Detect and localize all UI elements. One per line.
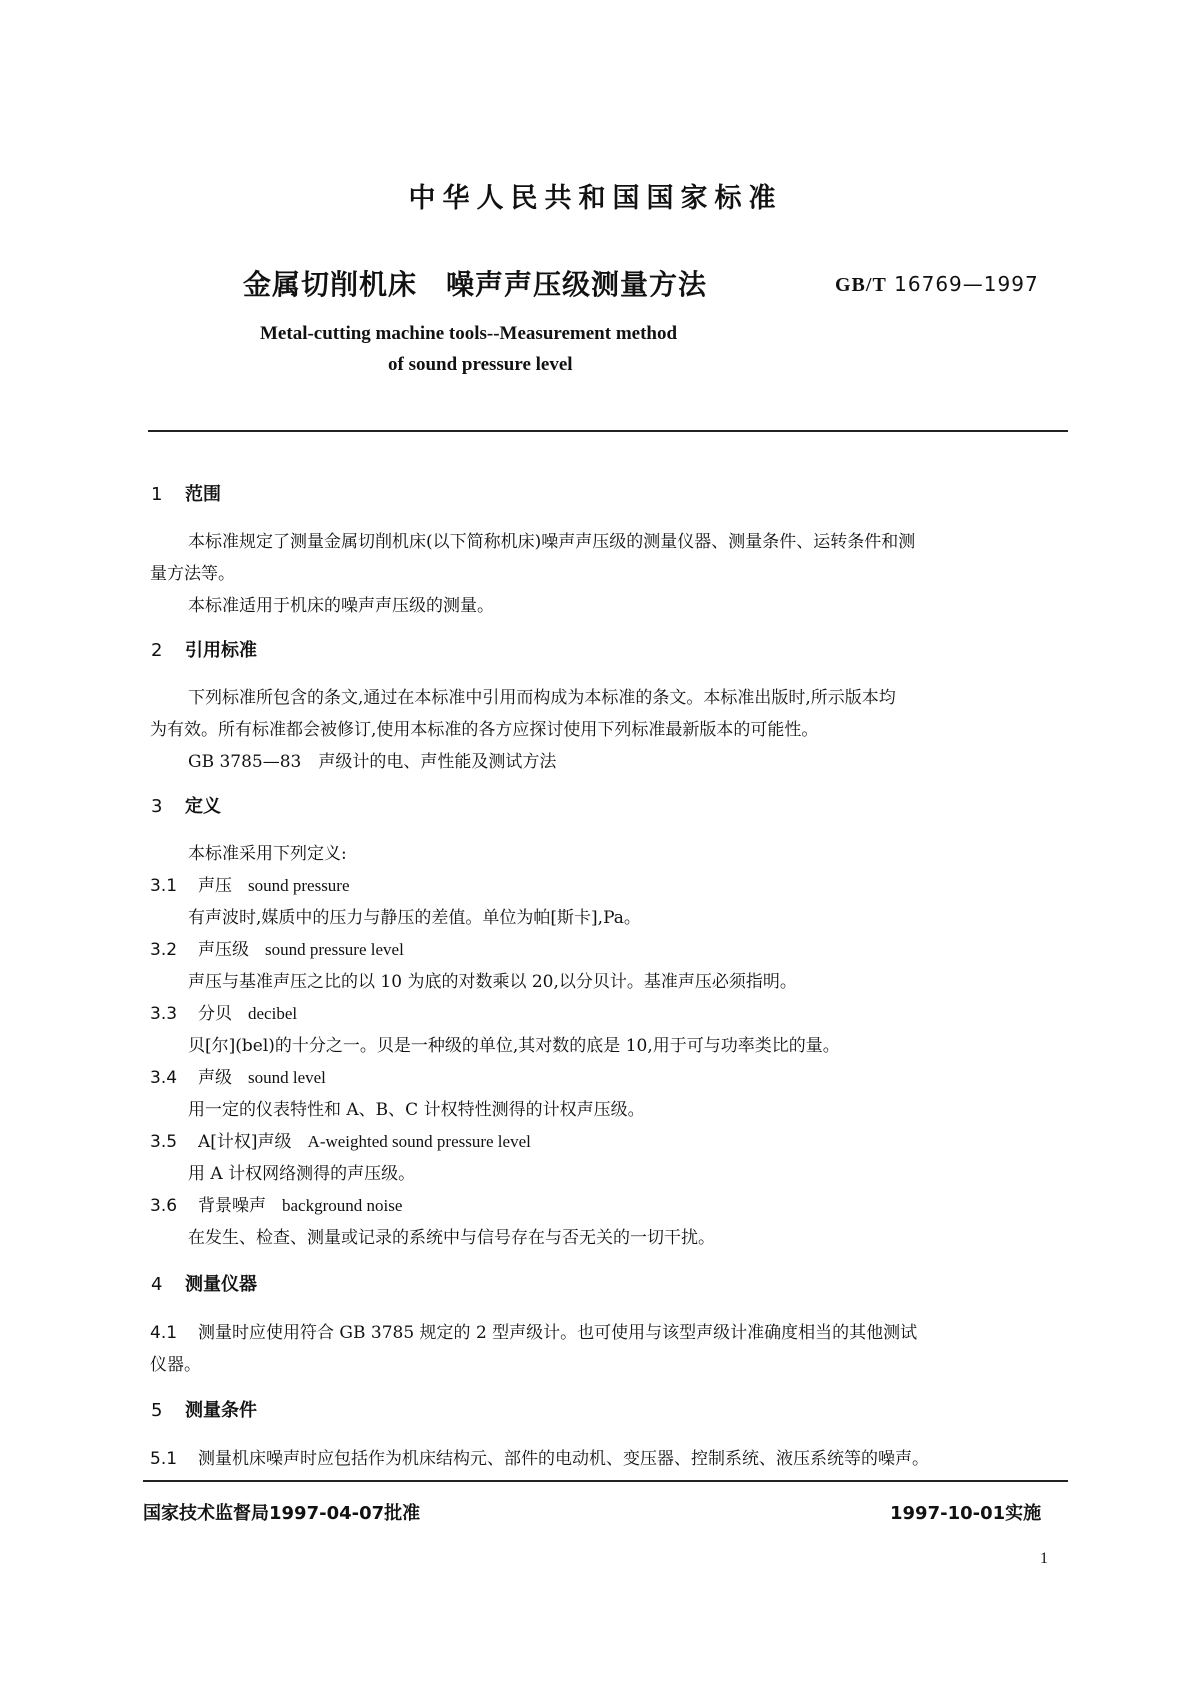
page-number: 1 [1040,1550,1048,1567]
section-2-heading [151,636,257,662]
normative-reference: GB 3785—83 声级计的电、声性能及测试方法 [188,752,557,772]
title-english-line2: of sound pressure level [388,354,573,375]
definition-3-3-description: 贝[尔](bel)的十分之一。贝是一种级的单位,其对数的底是 10,用于可与功率类比的量。 [188,1036,840,1056]
definition-3-6-term: 3.6 背景噪声 background noise [150,1196,403,1216]
definition-3-1-term: 3.1 声压 sound pressure [150,876,350,896]
section-4-heading [151,1270,257,1296]
section-1-paragraph-1-line-2: 量方法等。 [150,564,235,584]
section-2-paragraph-line-2: 为有效。所有标准都会被修订,使用本标准的各方应探讨使用下列标准最新版本的可能性。 [150,720,819,740]
title-english-line1: Metal-cutting machine tools--Measurement method [260,323,678,344]
standard-number [835,272,1039,297]
definitions-intro: 本标准采用下列定义: [188,844,347,864]
section-number: 5 [151,1400,163,1421]
section-1-paragraph-1-line-1: 本标准规定了测量金属切削机床(以下简称机床)噪声声压级的测量仪器、测量条件、运转条件和测 [188,532,916,552]
approval-date: 国家技术监督局1997-04-07批准 [143,1503,421,1524]
standard-prefix: GB/T [835,274,887,296]
section-title: 引用标准 [185,640,257,661]
section-number: 3 [151,796,163,817]
title-chinese: 金属切削机床 噪声声压级测量方法 [243,268,708,301]
definition-3-3-term: 3.3 分贝 decibel [150,1004,298,1024]
section-number: 2 [151,640,163,661]
section-3-heading [151,792,221,818]
document-header: 中华人民共和国国家标准 [408,183,783,214]
section-2-paragraph-line-1: 下列标准所包含的条文,通过在本标准中引用而构成为本标准的条文。本标准出版时,所示版本均 [188,688,896,708]
clause-4-1-line-1: 4.1 测量时应使用符合 GB 3785 规定的 2 型声级计。也可使用与该型声级计准确度相当的其他测试 [150,1323,918,1343]
definition-3-2-description: 声压与基准声压之比的以 10 为底的对数乘以 20,以分贝计。基准声压必须指明。 [188,972,797,992]
section-title: 定义 [185,796,221,817]
definition-3-2-term: 3.2 声压级 sound pressure level [150,940,404,960]
section-number: 4 [151,1274,163,1295]
section-title: 测量仪器 [185,1274,257,1295]
section-5-heading [151,1396,257,1422]
standard-code: 16769—1997 [894,272,1039,296]
section-title: 范围 [185,484,221,505]
definition-3-5-term: 3.5 A[计权]声级 A-weighted sound pressure level [150,1132,531,1152]
implementation-date: 1997-10-01实施 [890,1503,1042,1524]
header-divider [148,430,1068,432]
clause-4-1-line-2: 仪器。 [150,1355,201,1375]
section-number: 1 [151,484,163,505]
section-title: 测量条件 [185,1400,257,1421]
definition-3-4-description: 用一定的仪表特性和 A、B、C 计权特性测得的计权声压级。 [188,1100,645,1120]
clause-5-1: 5.1 测量机床噪声时应包括作为机床结构元、部件的电动机、变压器、控制系统、液压系统等的噪声。 [150,1449,929,1469]
section-1-heading [151,480,221,506]
definition-3-6-description: 在发生、检查、测量或记录的系统中与信号存在与否无关的一切干扰。 [188,1228,715,1248]
definition-3-1-description: 有声波时,媒质中的压力与静压的差值。单位为帕[斯卡],Pa。 [188,908,641,928]
footer-divider [143,1480,1068,1482]
definition-3-4-term: 3.4 声级 sound level [150,1068,326,1088]
section-1-paragraph-2: 本标准适用于机床的噪声声压级的测量。 [188,596,494,616]
definition-3-5-description: 用 A 计权网络测得的声压级。 [188,1164,416,1184]
